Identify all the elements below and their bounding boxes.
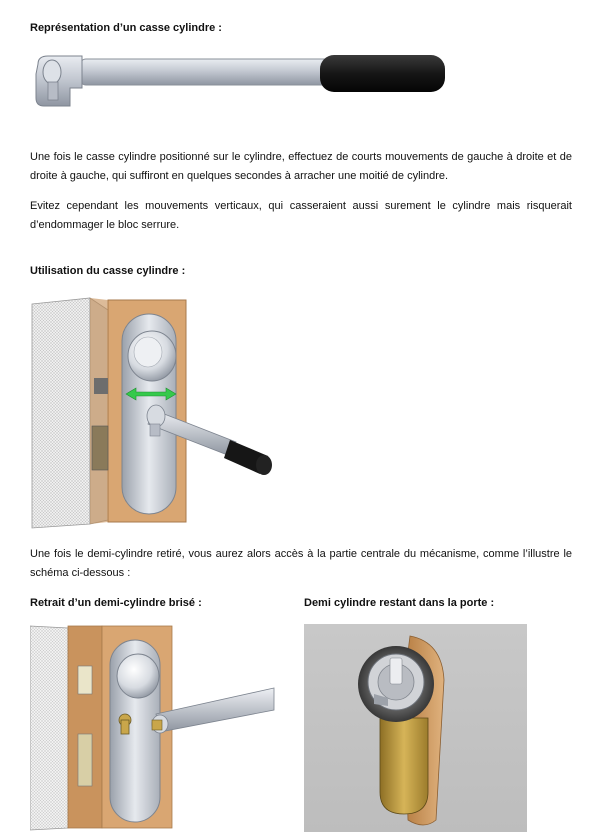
usage-illustration [30, 292, 290, 532]
heading-retrait: Retrait d’un demi-cylindre brisé : [30, 597, 202, 609]
tool-illustration [30, 50, 450, 120]
paragraph-warning: Evitez cependant les mouvements verticaux, qui casseraient aussi surement le cylindre mais risquerait d’endommager le bloc serrure. [30, 200, 572, 231]
paragraph-instructions: Une fois le casse cylindre positionné sur le cylindre, effectuez de courts mouvements de gauche à droite et de droite à gauche, qui suffiront en quelques secondes à arracher une moitié de cylindre. [30, 151, 572, 182]
removal-illustration [30, 622, 276, 832]
paragraph-after-removal: Une fois le demi-cylindre retiré, vous aurez alors accès à la partie centrale du mécanisme, comme l’illustre le schéma ci-dessous : [30, 548, 572, 579]
remaining-cylinder-illustration [304, 624, 527, 832]
heading-representation: Représentation d’un casse cylindre : [30, 22, 222, 34]
heading-restant: Demi cylindre restant dans la porte : [304, 597, 495, 609]
heading-utilisation: Utilisation du casse cylindre : [30, 265, 186, 277]
